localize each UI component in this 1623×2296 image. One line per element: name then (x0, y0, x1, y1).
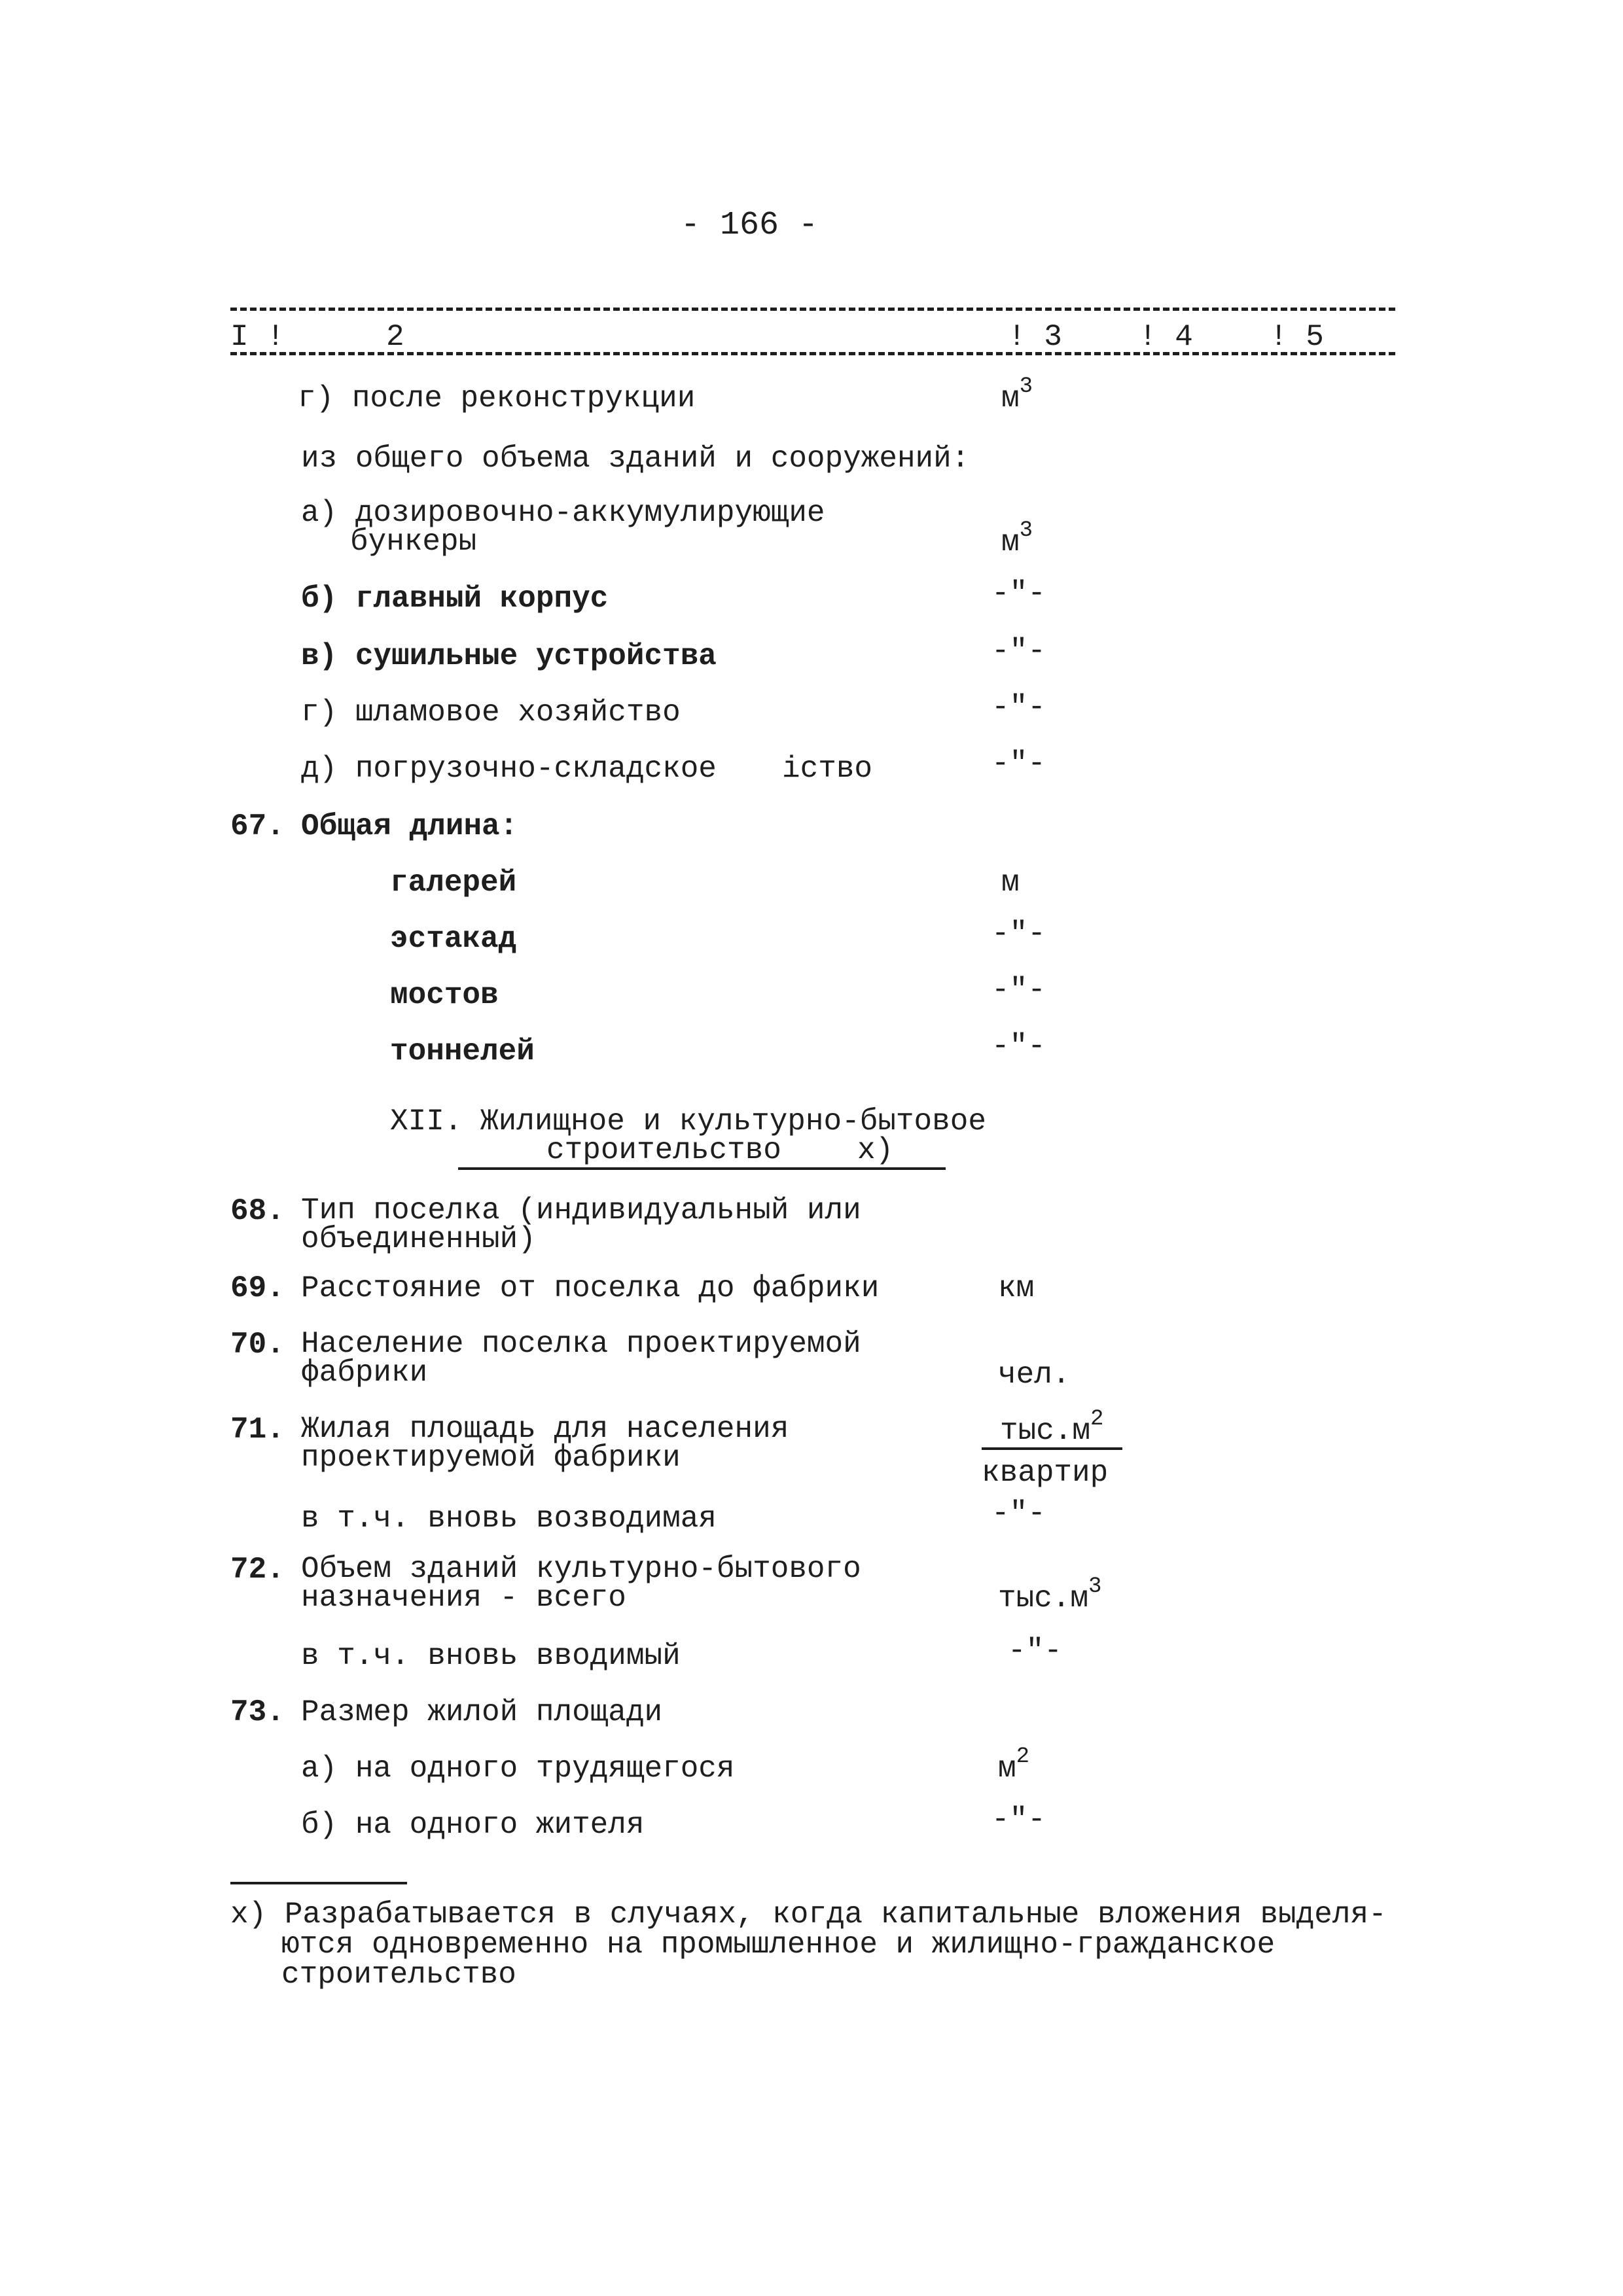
unit-sup: 2 (1016, 1744, 1030, 1769)
row-unit (1001, 374, 1033, 416)
row-number: 73. (230, 1695, 285, 1729)
row-text: объединенный) (301, 1222, 536, 1256)
row-text: г) после реконструкции (298, 381, 696, 415)
header-col4: ! 4 (1139, 320, 1193, 354)
row-number: 70. (230, 1328, 285, 1362)
row-text: Объем зданий культурно-бытового (301, 1552, 861, 1586)
unit-base: м (1001, 381, 1020, 415)
row-unit-numerator (1000, 1407, 1104, 1449)
row-text: б) на одного жителя (301, 1808, 645, 1842)
page-number: - 166 - (681, 207, 819, 244)
row-text: в т.ч. вновь вводимый (301, 1639, 681, 1673)
row-text: назначения - всего (301, 1581, 626, 1615)
footnote-line: ются одновременно на промышленное и жилищно-гражданское (281, 1928, 1275, 1962)
row-text: мостов (390, 978, 499, 1012)
unit-sup: 3 (1019, 374, 1033, 399)
unit-base: м (1001, 525, 1020, 559)
row-text: эстакад (390, 922, 517, 956)
section-underline (458, 1167, 946, 1170)
row-unit: -"- (991, 576, 1046, 610)
unit-sup: 3 (1019, 518, 1033, 543)
row-text: Тип поселка (индивидуальный или (301, 1193, 861, 1227)
row-text: г) шламовое хозяйство (301, 696, 681, 730)
row-number: 71. (230, 1413, 285, 1447)
unit-sup: 2 (1090, 1407, 1104, 1432)
header-top-rule (230, 308, 1395, 311)
row-unit: -"- (991, 747, 1046, 781)
row-text: Расстояние от поселка до фабрики (301, 1271, 880, 1305)
footnote-line: строительство (281, 1958, 516, 1992)
row-unit (998, 1574, 1102, 1616)
row-text: из общего объема зданий и сооружений: (301, 442, 970, 476)
row-text: а) на одного трудящегося (301, 1752, 735, 1786)
unit-base: м (998, 1752, 1016, 1786)
footnote-rule (230, 1882, 407, 1884)
row-unit: -"- (991, 1803, 1046, 1837)
row-text: тоннелей (390, 1034, 535, 1069)
row-text: бункеры (350, 525, 477, 559)
row-unit: -"- (991, 973, 1046, 1007)
section-footnote-mark: x) (857, 1133, 894, 1167)
row-text: б) главный корпус (301, 582, 609, 616)
header-col2: 2 (386, 320, 404, 354)
section-heading: XII. Жилищное и культурно-бытовое (390, 1104, 986, 1139)
row-unit (998, 1744, 1030, 1786)
row-text: проектируемой фабрики (301, 1441, 681, 1475)
row-text: в т.ч. вновь возводимая (301, 1502, 717, 1536)
unit-base: тыс.м (998, 1581, 1089, 1616)
row-unit: чел. (998, 1358, 1071, 1392)
row-number: 69. (230, 1271, 285, 1305)
row-text: Размер жилой площади (301, 1695, 663, 1729)
row-unit (1001, 518, 1033, 560)
row-unit: м (1001, 866, 1020, 900)
fraction-bar (982, 1447, 1122, 1450)
row-text: фабрики (301, 1356, 428, 1390)
row-text: д) погрузочно-складское (301, 752, 717, 786)
row-unit: -"- (1008, 1634, 1062, 1668)
row-number: 68. (230, 1194, 285, 1228)
row-number: 67. (230, 809, 285, 843)
header-col3: ! 3 (1008, 320, 1062, 354)
row-text: Население поселка проектируемой (301, 1327, 861, 1361)
row-text: Жилая площадь для населения (301, 1412, 789, 1446)
unit-sup: 3 (1088, 1574, 1102, 1599)
row-text: в) сушильные устройства (301, 639, 717, 673)
header-bottom-rule (230, 352, 1395, 355)
section-heading-l2: строительство (546, 1133, 781, 1167)
row-unit: -"- (991, 1029, 1046, 1063)
row-text-fragment: iство (782, 752, 873, 786)
footnote-line: x) Разрабатывается в случаях, когда капитальные вложения выделя- (230, 1898, 1387, 1932)
row-text: а) дозировочно-аккумулирующие (301, 496, 825, 530)
row-unit: -"- (991, 1496, 1046, 1530)
row-text: Общая длина: (301, 809, 518, 843)
row-unit-denominator: квартир (982, 1456, 1109, 1490)
row-text: галерей (390, 866, 517, 900)
row-unit: -"- (991, 690, 1046, 724)
row-unit: -"- (991, 917, 1046, 951)
row-unit: км (998, 1271, 1035, 1305)
row-unit: -"- (991, 634, 1046, 668)
row-number: 72. (230, 1553, 285, 1587)
unit-base: тыс.м (1000, 1414, 1091, 1448)
header-col5: ! 5 (1270, 320, 1324, 354)
header-col1: I ! (230, 320, 285, 354)
